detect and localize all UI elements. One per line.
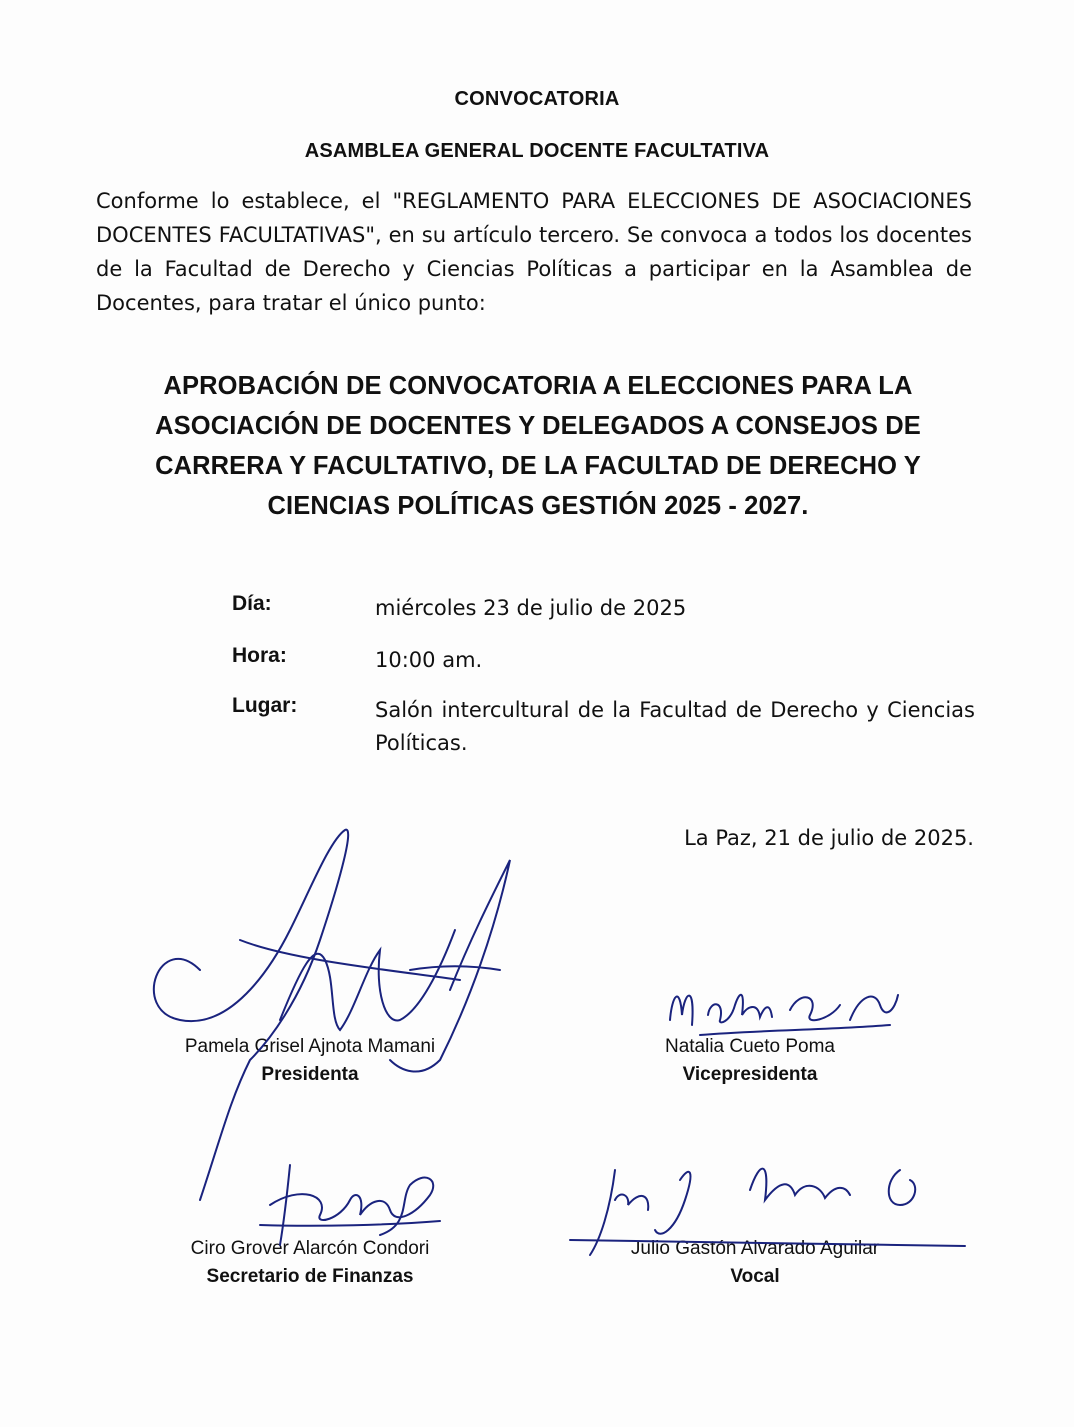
day-label: Día:	[232, 592, 272, 615]
signatory-role: Vocal	[730, 1266, 780, 1287]
place-date: La Paz, 21 de julio de 2025.	[684, 826, 974, 850]
intro-paragraph: Conforme lo establece, el "REGLAMENTO PARA ELECCIONES DE ASOCIACIONES DOCENTES FACULTATIVAS", en su artículo tercero. Se convoca a todos los docentes de la Facultad de Derecho y Ciencias Políticas a participar en la Asamblea de Docentes, para tratar el único punto:	[96, 189, 972, 315]
document-subtitle: ASAMBLEA GENERAL DOCENTE FACULTATIVA	[304, 140, 770, 162]
signatory-name: Julio Gastón Alvarado Aguilar	[630, 1238, 880, 1259]
signatory-president	[150, 1036, 470, 1086]
signatory-role: Presidenta	[261, 1064, 359, 1085]
place-value: Salón intercultural de la Facultad de Derecho y Ciencias Políticas.	[375, 698, 975, 755]
agenda-point: APROBACIÓN DE CONVOCATORIA A ELECCIONES PARA LA ASOCIACIÓN DE DOCENTES Y DELEGADOS A CONSEJOS DE CARRERA Y FACULTATIVO, DE LA FACULTAD DE DERECHO Y CIENCIAS POLÍTICAS GESTIÓN 2025 - 2027.	[155, 372, 921, 520]
signatory-vocal	[590, 1238, 920, 1288]
place-label: Lugar:	[232, 694, 298, 717]
signatory-treasurer	[150, 1238, 470, 1288]
signatory-name: Ciro Grover Alarcón Condori	[190, 1238, 430, 1259]
document-title: CONVOCATORIA	[454, 88, 620, 110]
time-value: 10:00 am.	[375, 648, 483, 672]
signatory-name: Natalia Cueto Poma	[664, 1036, 836, 1057]
day-value: miércoles 23 de julio de 2025	[375, 596, 687, 620]
signatory-name: Pamela Grisel Ajnota Mamani	[184, 1036, 436, 1057]
signature-president	[140, 820, 540, 1240]
signatory-role: Secretario de Finanzas	[206, 1266, 414, 1287]
time-label: Hora:	[232, 644, 287, 667]
signatory-role: Vicepresidenta	[682, 1064, 818, 1085]
signatory-vicepresident	[610, 1036, 890, 1086]
